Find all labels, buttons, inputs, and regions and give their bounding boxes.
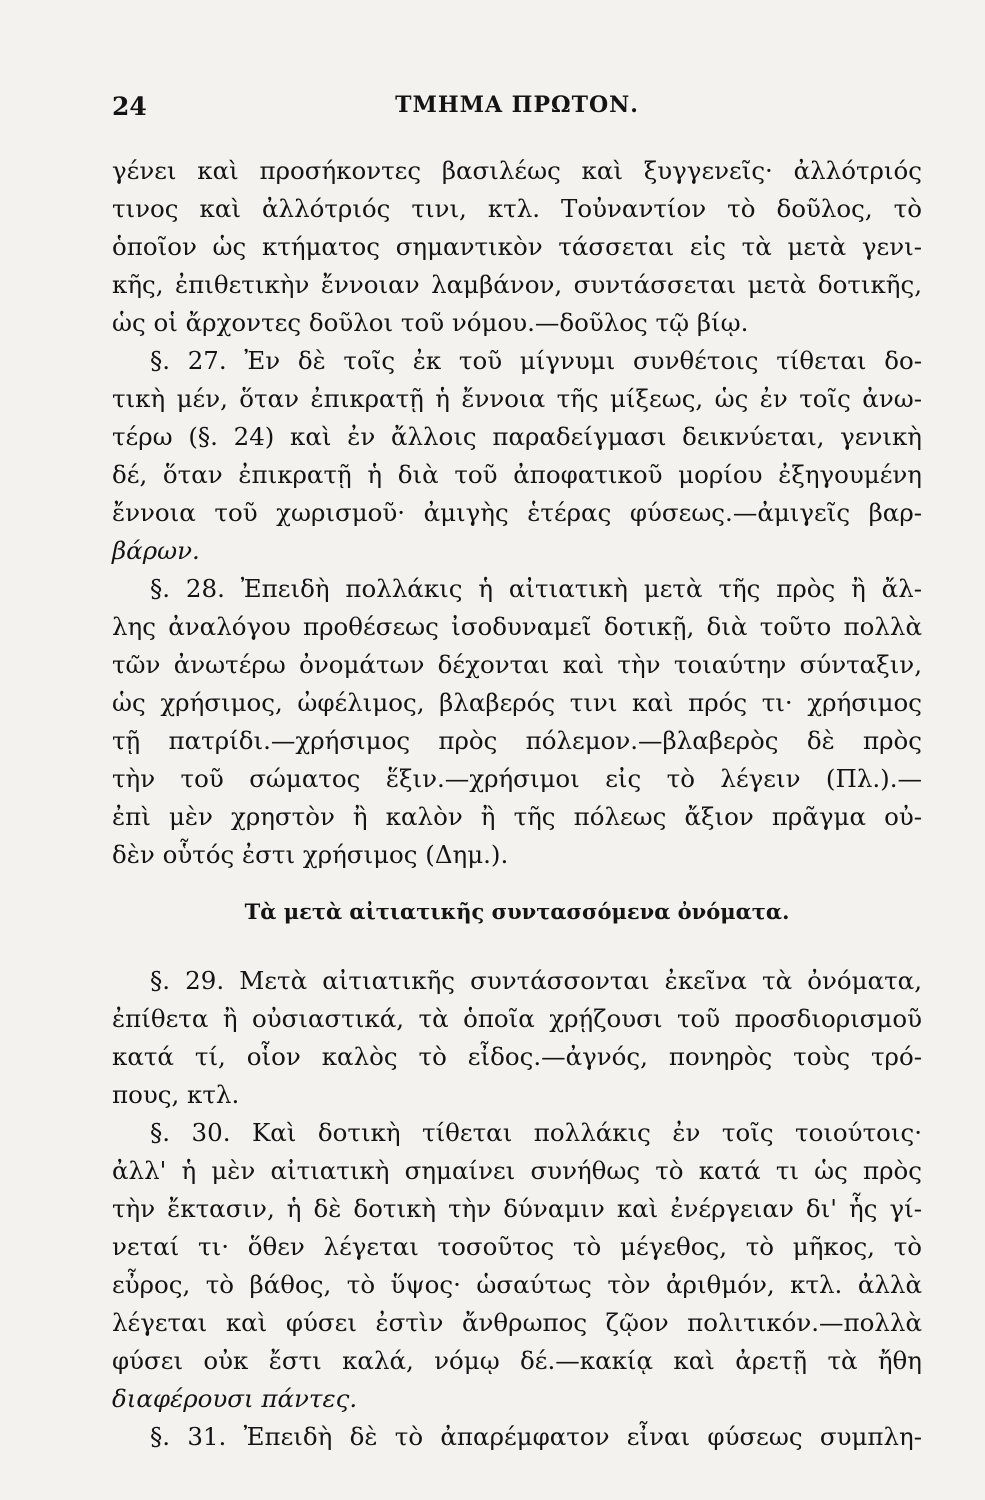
running-head: ΤΜΗΜΑ ΠΡΩΤΟΝ. [395,92,639,118]
text-line: δέ, ὅταν ἐπικρατῇ ἡ διὰ τοῦ ἀποφατικοῦ μορίου ἐξηγουμένη [112,460,922,489]
text-line: διαφέρουσι πάντες. [112,1384,358,1413]
paragraph-30-start: §. 30. Καὶ δοτικὴ τίθεται πολλάκις ἐν τοῖς τοιούτοις· [150,1118,922,1147]
text-line: κῆς, ἐπιθετικὴν ἔννοιαν λαμβάνον, συντάσσεται μετὰ δοτικῆς, [112,270,922,299]
text-line: βάρων. [112,536,200,565]
text-line: ἔννοια τοῦ χωρισμοῦ· ἀμιγὴς ἑτέρας φύσεως.—ἀμιγεῖς βαρ- [112,498,922,527]
text-line: τέρω (§. 24) καὶ ἐν ἄλλοις παραδείγμασι δεικνύεται, γενικὴ [112,422,922,451]
text-line: νεταί τι· ὅθεν λέγεται τοσοῦτος τὸ μέγεθος, τὸ μῆκος, τὸ [112,1232,922,1261]
page-number: 24 [112,92,147,121]
text-line: λης ἀναλόγου προθέσεως ἰσοδυναμεῖ δοτικῇ, διὰ τοῦτο πολλὰ [112,612,922,641]
page-header [112,92,922,132]
text-line: τὴν τοῦ σώματος ἕξιν.—χρήσιμοι εἰς τὸ λέγειν (Πλ.).— [112,764,922,793]
text-line: ἐπίθετα ἢ οὐσιαστικά, τὰ ὁποῖα χρῄζουσι τοῦ προσδιορισμοῦ [112,1004,922,1033]
text-line: ὡς χρήσιμος, ὠφέλιμος, βλαβερός τινι καὶ πρός τι· χρήσιμος [112,688,922,717]
text-line: εὖρος, τὸ βάθος, τὸ ὕψος· ὡσαύτως τὸν ἀριθμόν, κτλ. ἀλλὰ [112,1270,922,1299]
text-line: πους, κτλ. [112,1080,240,1109]
text-line: ἐπὶ μὲν χρηστὸν ἢ καλὸν ἢ τῆς πόλεως ἄξιον πρᾶγμα οὐ- [112,802,922,831]
text-line: ἀλλ' ἡ μὲν αἰτιατικὴ σημαίνει συνήθως τὸ κατά τι ὡς πρὸς [112,1156,922,1185]
paragraph-28-start: §. 28. Ἐπειδὴ πολλάκις ἡ αἰτιατικὴ μετὰ τῆς πρὸς ἢ ἄλ- [150,574,922,603]
text-line: ὁποῖον ὡς κτήματος σημαντικὸν τάσσεται εἰς τὰ μετὰ γενι- [112,232,922,261]
paragraph-29-start: §. 29. Μετὰ αἰτιατικῆς συντάσσονται ἐκεῖνα τὰ ὀνόματα, [150,966,922,995]
text-line: τῇ πατρίδι.—χρήσιμος πρὸς πόλεμον.—βλαβερὸς δὲ πρὸς [112,726,922,755]
text-line: τικὴ μέν, ὅταν ἐπικρατῇ ἡ ἔννοια τῆς μίξεως, ὡς ἐν τοῖς ἀνω- [112,384,922,413]
paragraph-27-start: §. 27. Ἐν δὲ τοῖς ἐκ τοῦ μίγνυμι συνθέτοις τίθεται δο- [150,346,922,375]
text-body [112,152,922,1456]
text-line: φύσει οὐκ ἔστι καλά, νόμῳ δέ.—κακίᾳ καὶ ἀρετῇ τὰ ἤθη [112,1346,922,1375]
text-line: ὡς οἱ ἄρχοντες δοῦλοι τοῦ νόμου.—δοῦλος τῷ βίῳ. [112,308,749,337]
text-line: τινος καὶ ἀλλότριός τινι, κτλ. Τοὐναντίον τὸ δοῦλος, τὸ [112,194,922,223]
text-line: κατά τί, οἷον καλὸς τὸ εἶδος.—ἀγνός, πονηρὸς τοὺς τρό- [112,1042,922,1071]
paragraph-31-start: §. 31. Ἐπειδὴ δὲ τὸ ἀπαρέμφατον εἶναι φύσεως συμπλη- [150,1422,922,1451]
text-line: λέγεται καὶ φύσει ἐστὶν ἄνθρωπος ζῷον πολιτικόν.—πολλὰ [112,1308,922,1337]
text-line: δὲν οὗτός ἐστι χρήσιμος (Δημ.). [112,840,509,869]
section-heading: Τὰ μετὰ αἰτιατικῆς συντασσόμενα ὀνόματα. [244,899,790,924]
text-line: τῶν ἀνωτέρω ὀνομάτων δέχονται καὶ τὴν τοιαύτην σύνταξιν, [112,650,922,679]
text-line: γένει καὶ προσήκοντες βασιλέως καὶ ξυγγενεῖς· ἀλλότριός [112,156,922,185]
text-line: τὴν ἔκτασιν, ἡ δὲ δοτικὴ τὴν δύναμιν καὶ ἐνέργειαν δι' ἧς γί- [112,1194,922,1223]
